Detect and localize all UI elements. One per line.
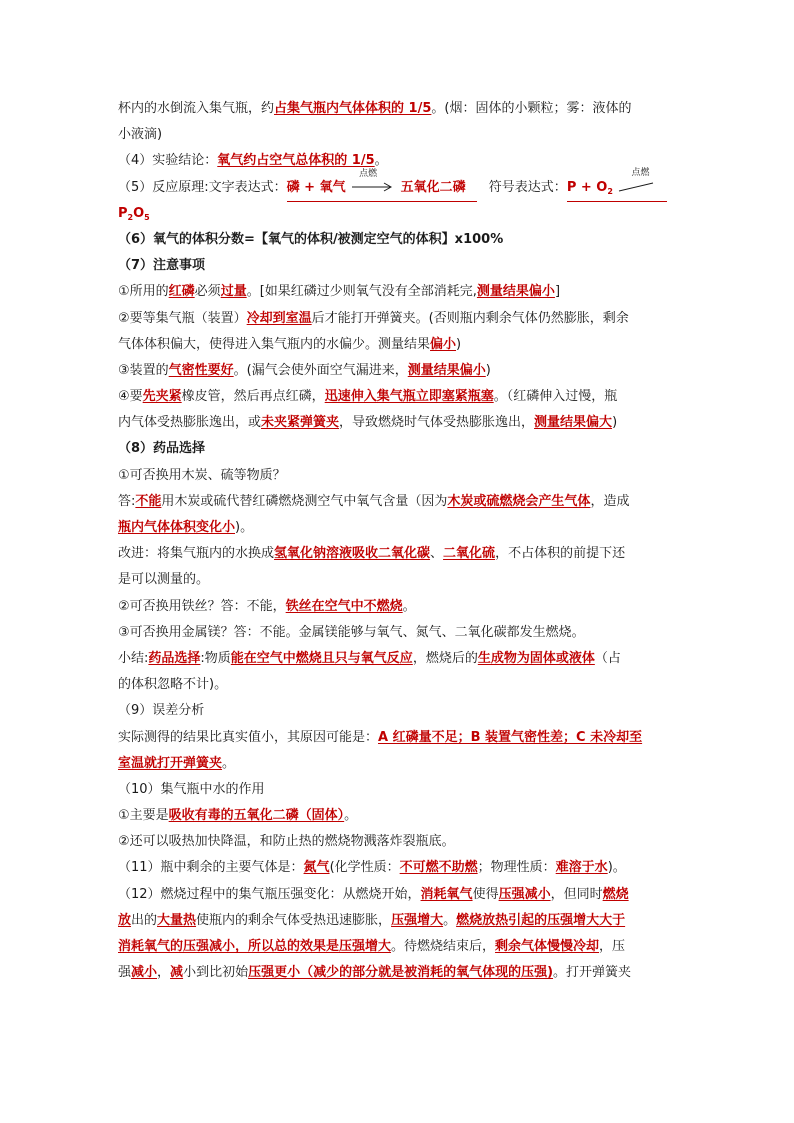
text: (化学性质： <box>329 860 400 876</box>
text: 、 <box>430 546 444 562</box>
formula-answer: $P_2O_5$ <box>118 205 150 222</box>
key-answer: 冷却到室温 <box>246 310 312 326</box>
text: 小到比初始 <box>183 965 249 981</box>
text: （11）瓶中剩余的主要气体是： <box>118 860 304 876</box>
text-line <box>118 463 678 489</box>
section-heading <box>118 777 678 803</box>
reaction-arrow <box>617 168 657 194</box>
text-line <box>118 541 678 567</box>
text-line <box>118 960 678 986</box>
text: ②还可以吸热加快降温，和防止热的燃烧物溅落炸裂瓶底。 <box>118 834 455 850</box>
text: )。 <box>607 860 626 876</box>
text: ，造成 <box>590 493 630 509</box>
text: （占 <box>594 650 621 666</box>
text-line <box>118 672 678 698</box>
text: （6）氧气的体积分数=【氧气的体积/被测定空气的体积】x100% <box>118 231 504 247</box>
section-heading <box>118 253 678 279</box>
text-line <box>118 620 678 646</box>
text: 橡皮管，然后再点红磷， <box>181 389 325 405</box>
text: 。 <box>443 912 457 928</box>
key-answer: 大量热 <box>157 912 197 928</box>
document-page <box>118 96 678 986</box>
key-answer: 氮气 <box>303 860 330 876</box>
condition-label: 点燃 <box>631 168 650 179</box>
key-answer: 测量结果偏大 <box>534 415 613 431</box>
text: ①主要是 <box>118 808 169 824</box>
text: :物质 <box>200 650 231 666</box>
text-line <box>118 829 678 855</box>
key-answer: 压强增大 <box>391 912 444 928</box>
key-answer: 剩余气体慢慢冷却 <box>495 939 600 954</box>
reaction-line <box>118 168 678 201</box>
key-answer: 测量结果偏小 <box>476 284 555 300</box>
text: 必须 <box>194 284 221 300</box>
key-answer: 放 <box>118 912 132 928</box>
text: 。打开弹簧夹 <box>553 965 632 981</box>
text: 后才能打开弹簧夹。(否则瓶内剩余气体仍然膨胀，剩余 <box>311 310 629 326</box>
text: （12）燃烧过程中的集气瓶压强变化：从燃烧开始， <box>118 886 421 902</box>
text-line <box>118 279 678 305</box>
section-heading <box>118 698 678 724</box>
text: ④要 <box>118 389 143 405</box>
symbol-equation-blank <box>566 168 667 202</box>
text: 气体体积偏大，使得进入集气瓶内的水偏少。测量结果 <box>118 336 431 352</box>
key-answer: 不可燃不助燃 <box>399 860 478 876</box>
key-answer: 过量 <box>220 284 247 300</box>
text: （4）实验结论： <box>118 153 218 169</box>
text-line <box>118 227 678 253</box>
text: 用木炭或硫代替红磷燃烧测空气中氧气含量（因为 <box>161 493 448 509</box>
condition-label: 点燃 <box>359 169 378 180</box>
text: )。 <box>235 520 254 535</box>
text: 是可以测量的。 <box>118 572 210 588</box>
key-answer: 消耗氧气 <box>420 886 473 902</box>
text: 使瓶内的剩余气体受热迅速膨胀， <box>196 912 392 928</box>
key-answer: 减 <box>170 965 184 981</box>
key-answer: 不能 <box>135 493 162 509</box>
text: ③可否换用金属镁？答：不能。金属镁能够与氧气、氮气、二氧化碳都发生燃烧。 <box>118 624 585 640</box>
key-answer: 木炭或硫燃烧会产生气体 <box>447 493 591 509</box>
formula: P + O <box>566 179 608 195</box>
text-line <box>118 384 678 410</box>
key-answer: 占集气瓶内气体体积的 1/5 <box>274 101 432 116</box>
text: 。（红磷伸入过慢，瓶 <box>493 389 618 405</box>
key-answer: 氧气约占空气总体积的 1/5 <box>217 153 375 169</box>
key-answer: 红磷 <box>168 284 195 300</box>
key-answer: 气密性要好 <box>168 362 234 378</box>
text: （7）注意事项 <box>118 258 206 274</box>
text-line <box>118 96 678 122</box>
text: 。(烟：固体的小颗粒；雾：液体的 <box>431 101 632 116</box>
text-line <box>118 148 678 174</box>
text: ，不占体积的前提下还 <box>495 546 626 562</box>
key-answer: 瓶内气体体积变化小 <box>118 520 236 535</box>
text: 杯内的水倒流入集气瓶，约 <box>118 101 275 116</box>
text-line <box>118 201 678 227</box>
text: 符号表达式： <box>488 179 567 195</box>
arrow-icon <box>350 180 396 194</box>
section-heading <box>118 436 678 462</box>
text: 答: <box>118 493 136 509</box>
key-answer: 先夹紧 <box>142 389 182 405</box>
key-answer: 铁丝在空气中不燃烧 <box>285 598 403 614</box>
text: 使得 <box>472 886 499 902</box>
text: ，导致燃烧时气体受热膨胀逸出， <box>339 415 535 431</box>
text-line <box>118 515 678 541</box>
key-answer: 能在空气中燃烧且只与氧气反应 <box>230 650 413 666</box>
text-line <box>118 934 678 960</box>
key-answer: 难溶于水 <box>555 860 608 876</box>
text: 的体积忽略不计)。 <box>118 677 228 693</box>
text: ；物理性质： <box>477 860 556 876</box>
text: ，压 <box>599 939 626 954</box>
text-line <box>118 725 678 751</box>
text-line <box>118 594 678 620</box>
key-answer: 迅速伸入集气瓶立即塞紧瓶塞 <box>324 389 494 405</box>
text: ，但同时 <box>550 886 603 902</box>
text: 。[如果红磷过少则氧气没有全部消耗完, <box>246 284 477 300</box>
key-answer: 未夹紧弹簧夹 <box>261 415 340 431</box>
text: ) <box>612 415 618 431</box>
reactants: 磷 + 氧气 <box>286 179 346 195</box>
key-answer: 燃烧 <box>602 886 629 902</box>
text: 。(漏气会使外面空气漏进来， <box>233 362 408 378</box>
text: ①所用的 <box>118 284 169 300</box>
key-answer: 生成物为固体或液体 <box>477 650 595 666</box>
text: ) <box>485 362 491 378</box>
text: 。 <box>344 808 358 824</box>
text: （9）误差分析 <box>118 703 205 719</box>
text: ， <box>157 965 171 981</box>
key-answer: 药品选择 <box>148 650 201 666</box>
text-line <box>118 646 678 672</box>
text: （8）药品选择 <box>118 441 206 457</box>
text: ] <box>554 284 561 300</box>
subscript: 2 <box>607 186 613 196</box>
product: 五氧化二磷 <box>400 179 466 195</box>
text: （5）反应原理:文字表达式： <box>118 179 287 195</box>
text: ①可否换用木炭、硫等物质？ <box>118 467 286 483</box>
text-line <box>118 882 678 908</box>
text: 。 <box>374 153 388 169</box>
key-answer: 室温就打开弹簧夹 <box>118 755 223 771</box>
text: ，燃烧后的 <box>412 650 478 666</box>
reaction-arrow <box>350 169 396 194</box>
word-equation-blank <box>286 169 477 202</box>
text: 。待燃烧结束后， <box>391 939 496 954</box>
text: ) <box>456 336 462 352</box>
text: 。 <box>402 598 416 614</box>
text-line <box>118 306 678 332</box>
text: ③装置的 <box>118 362 169 378</box>
text: 强 <box>118 965 132 981</box>
text: 小液滴) <box>118 127 163 143</box>
key-answer: 氢氧化钠溶液吸收二氧化碳 <box>274 546 431 562</box>
text: ②要等集气瓶（装置） <box>118 310 247 326</box>
key-answer: 测量结果偏小 <box>407 362 486 378</box>
text: 小结: <box>118 650 149 666</box>
text-line <box>118 567 678 593</box>
text-line <box>118 332 678 358</box>
key-answer: 消耗氧气的压强减小，所以总的效果是压强增大 <box>118 939 392 954</box>
text-line <box>118 489 678 515</box>
text-line <box>118 855 678 881</box>
text: 改进：将集气瓶内的水换成 <box>118 546 275 562</box>
key-answer: 燃烧放热引起的压强增大大于 <box>456 912 626 928</box>
text-line <box>118 410 678 436</box>
arrow-icon <box>617 180 657 194</box>
text-line <box>118 803 678 829</box>
key-answer: A 红磷量不足；B 装置气密性差；C 未冷却至 <box>378 729 643 745</box>
text: （10）集气瓶中水的作用 <box>118 781 265 797</box>
text-line <box>118 908 678 934</box>
key-answer: 吸收有毒的五氧化二磷（固体） <box>168 808 345 824</box>
key-answer: 压强减小 <box>498 886 551 902</box>
key-answer: 压强更小（减少的部分就是被消耗的氧气体现的压强) <box>248 965 554 981</box>
text-line <box>118 358 678 384</box>
text-line <box>118 751 678 777</box>
text: 。 <box>222 755 236 771</box>
key-answer: 偏小 <box>430 336 457 352</box>
text-line <box>118 122 678 148</box>
text: ②可否换用铁丝？答：不能， <box>118 598 286 614</box>
text: 出的 <box>131 912 158 928</box>
key-answer: 二氧化硫 <box>443 546 496 562</box>
text: 内气体受热膨胀逸出，或 <box>118 415 262 431</box>
key-answer: 减小 <box>131 965 158 981</box>
text: 实际测得的结果比真实值小，其原因可能是： <box>118 729 379 745</box>
